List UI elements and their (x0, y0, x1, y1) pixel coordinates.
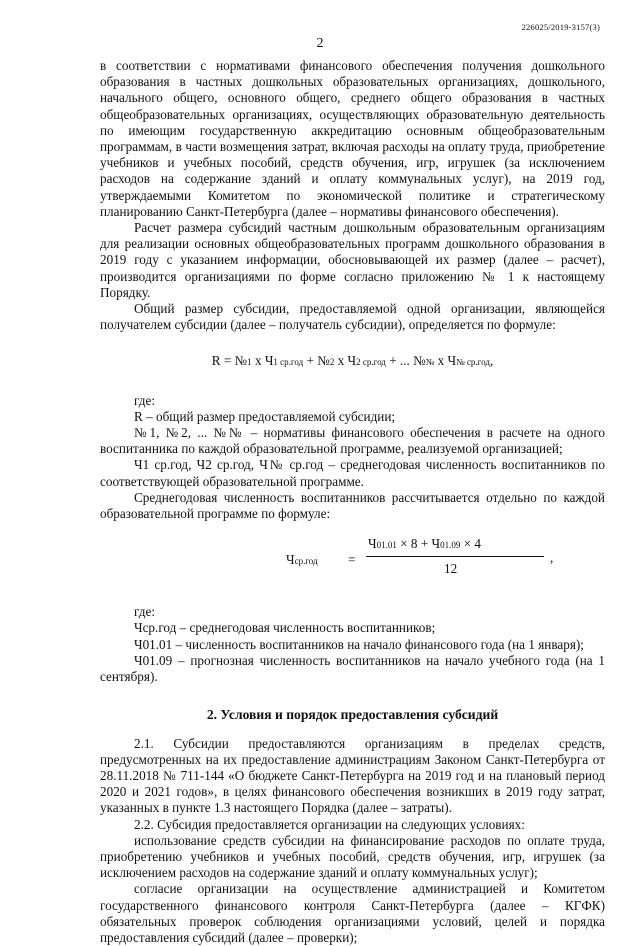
paragraph-2-1: 2.1. Субсидии предоставляются организациям в пределах средств, предусмотренных на их предоставление администрациям Законом Санкт-Петербурга от 28.11.2018 № 711-144 «О бюджете Санкт-Петербурга на 2019 год и на плановый период 2020 и 2021 годов», в целях финансового обеспечения возникших в 2019 году затрат, указанных в пункте 1.3 настоящего Порядка (далее – затраты). (100, 735, 605, 816)
paragraph-average-count: Среднегодовая численность воспитанников рассчитывается отдельно по каждой образовательной программе по формуле: (100, 489, 605, 522)
where-label-2: где: (134, 604, 155, 620)
formula-numerator: Ч01.01 × 8 + Ч01.09 × 4 (368, 536, 481, 552)
document-body (100, 58, 605, 946)
definition-sep: Ч01.09 – прогнозная численность воспитанников на начало учебного года (на 1 сентября). (100, 652, 605, 685)
page-number: 2 (316, 36, 324, 51)
definition-average: Чср.год – среднегодовая численность воспитанников; (134, 620, 436, 636)
definition-average-count: Ч1 ср.год, Ч2 ср.год, Ч№ ср.год – среднегодовая численность воспитанников по соответствующей образовательной программе. (100, 457, 605, 489)
subsidy-formula: R = №1 х Ч1 ср.год + №2 х Ч2 ср.год + ... №№ х Ч№ ср.год, (211, 353, 494, 369)
definition-r: R – общий размер предоставляемой субсидии; (134, 408, 396, 424)
section-heading: 2. Условия и порядок предоставления субсидий (206, 707, 499, 723)
paragraph-total-subsidy: Общий размер субсидии, предоставляемой одной организации, являющейся получателем субсидии (далее – получатель субсидии), определяется по формуле: (100, 301, 605, 333)
definition-normatives: №1, №2, ... №№ – нормативы финансового обеспечения в расчете на одного воспитанника по каждой образовательной программе, реализуемой организацией; (100, 425, 605, 457)
document-id: 226025/2019-3157(3) (521, 22, 600, 32)
fraction-bar (366, 556, 544, 557)
where-label-1: где: (134, 392, 155, 408)
average-count-formula: Чср.год = Ч01.01 × 8 + Ч01.09 × 4 12 , (286, 536, 554, 577)
paragraph-condition-consent: согласие организации на осуществление администрацией и Комитетом государственного финансового контроля Санкт-Петербурга (далее – КГФК) обязательных проверок соблюдения организациями условий, целей и порядка предоставления субсидий (далее – проверки); (100, 881, 605, 945)
formula-denominator: 12 (444, 561, 458, 577)
paragraph-normatives: в соответствии с нормативами финансового обеспечения получения дошкольного образования в частных дошкольных образовательных организациях, дошкольного, начального общего, основного общего, среднего общего образования в частных общеобразовательных организациях, осуществляющих образовательную деятельность по имеющим государственную аккредитацию основным общеобразовательным программам, в части возмещения затрат, включая расходы на оплату труда, приобретение учебников и учебных пособий, средств обучения, игр, игрушек (за исключением расходов на содержание зданий и оплату коммунальных услуг), на 2019 год, утверждаемыми Комитетом по экономической политике и стратегическому планированию Санкт-Петербурга (далее – нормативы финансового обеспечения). (100, 58, 605, 219)
definition-jan: Ч01.01 – численность воспитанников на начало финансового года (на 1 января); (134, 636, 584, 652)
paragraph-2-2: 2.2. Субсидия предоставляется организации на следующих условиях: (134, 816, 525, 832)
paragraph-calculation: Расчет размера субсидий частным дошкольным образовательным организациям для реализации основных общеобразовательных программ дошкольного образования в 2019 году с указанием информации, обосновывающей их размер (далее – расчет), производится организациями по форме согласно приложению № 1 к настоящему Порядку. (100, 220, 605, 300)
paragraph-condition-use: использование средств субсидии на финансирование расходов по оплате труда, приобретению учебников и учебных пособий, средств обучения, игр, игрушек (за исключением расходов на содержание зданий и оплату коммунальных услуг); (100, 832, 605, 881)
